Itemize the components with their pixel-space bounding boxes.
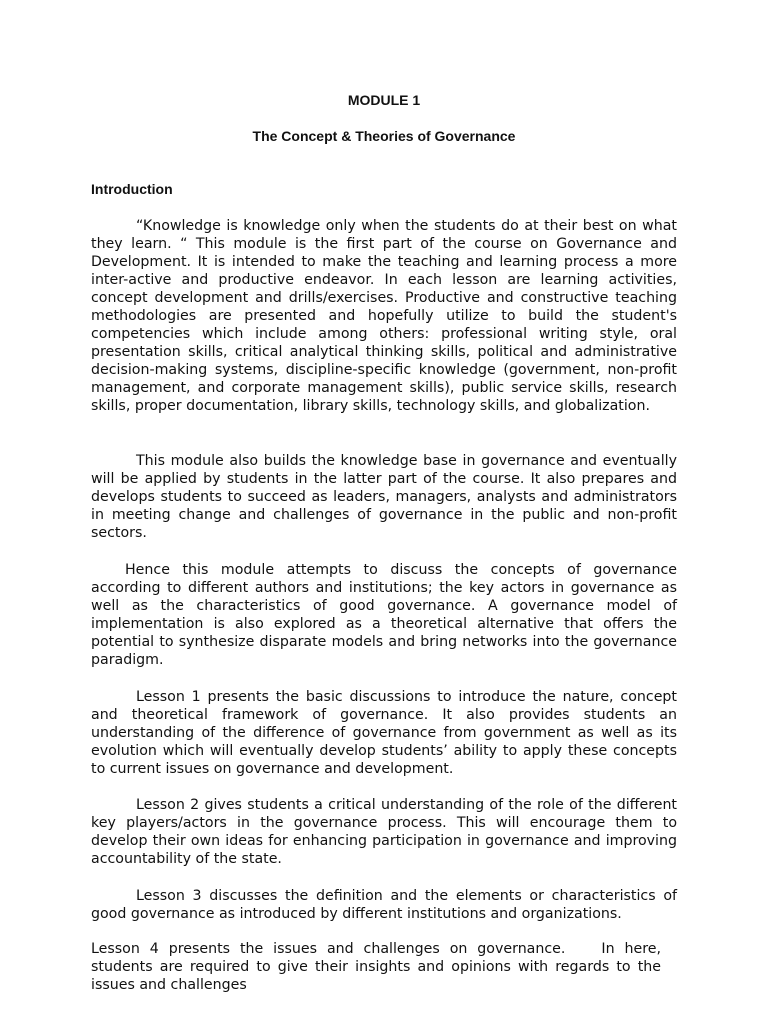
module-subtitle: The Concept & Theories of Governance	[252, 128, 516, 144]
lesson-4-in-here: In here,	[601, 941, 662, 957]
module-title: MODULE 1	[347, 92, 421, 108]
paragraph-knowledge-quote: “Knowledge is knowledge only when the students do at their best on what they learn. “ This module is the first part of the course on Governance and Development. It is intended to make the teaching and learning process a more inter-active and productive endeavor. In each lesson are learning activities, concept development and drills/exercises. Productive and constructive teaching methodologies are presented and hopefully utilize to build the student's competencies which include among others: professional writing style, oral presentation skills, critical analytical thinking skills, political and administrative decision-making systems, discipline-specific knowledge (government, non-profit management, and corporate management skills), public service skills, research skills, proper documentation, library skills, technology skills, and globalization.	[91, 218, 677, 414]
section-heading-introduction: Introduction	[91, 181, 173, 197]
lesson-4-intro: Lesson 4 presents the issues and challenges on governance.	[91, 941, 566, 957]
paragraph-module-scope: Hence this module attempts to discuss the concepts of governance according to different authors and institutions; the key actors in governance as well as the characteristics of good governance. A governance model of implementation is also explored as a theoretical alternative that offers the potential to synthesize disparate models and bring networks into the governance paradigm.	[91, 562, 677, 668]
paragraph-lesson-1: Lesson 1 presents the basic discussions to introduce the nature, concept and theoretical framework of governance. It also provides students an understanding of the difference of governance from government as well as its evolution which will eventually develop students’ ability to apply these concepts to current issues on governance and development.	[91, 689, 677, 777]
paragraph-lesson-4	[91, 940, 661, 994]
lesson-4-continuation: students are required to give their insights and opinions with regards to the issues and challenges	[91, 959, 661, 993]
paragraph-lesson-2: Lesson 2 gives students a critical understanding of the role of the different key players/actors in the governance process. This will encourage them to develop their own ideas for enhancing participation in governance and improving accountability of the state.	[91, 797, 677, 867]
paragraph-lesson-3: Lesson 3 discusses the definition and the elements or characteristics of good governance as introduced by different institutions and organizations.	[91, 888, 677, 922]
paragraph-knowledge-base: This module also builds the knowledge base in governance and eventually will be applied by students in the latter part of the course. It also prepares and develops students to succeed as leaders, managers, analysts and administrators in meeting change and challenges of governance in the public and non-profit sectors.	[91, 453, 677, 541]
